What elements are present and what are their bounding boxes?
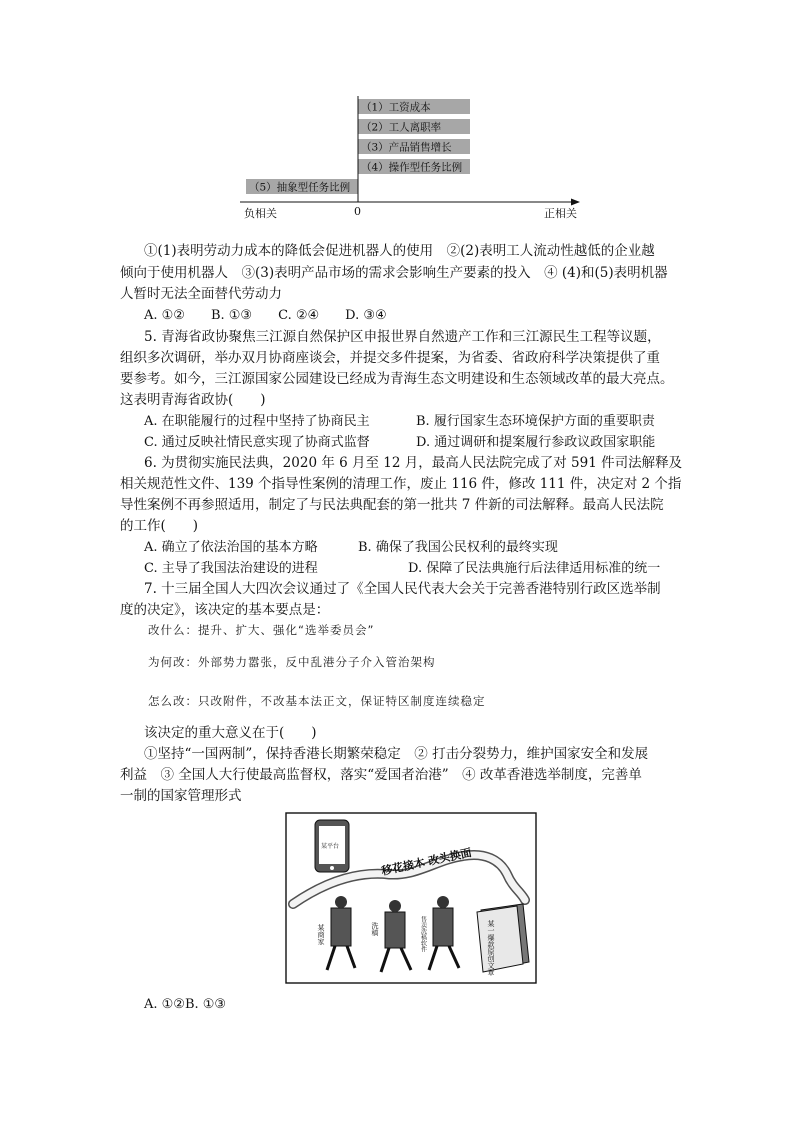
q7-statement-line: 一制的国家管理形式 bbox=[120, 788, 242, 804]
q7-line: 7. 十三届全国人大四次会议通过了《全国人民代表大会关于完善香港特别行政区选举制 bbox=[144, 581, 661, 597]
book-label: 某一爆款原创文章 bbox=[487, 920, 495, 976]
last-options: A. ①②B. ①③ bbox=[144, 997, 227, 1012]
chart-positive-label: 正相关 bbox=[544, 207, 577, 220]
chart-zero-label: 0 bbox=[354, 205, 361, 218]
q6-option-c: C. 主导了我国法治建设的进程 bbox=[144, 561, 318, 576]
person-seller-label: 售卖洗稿软件 bbox=[419, 916, 427, 952]
q5-line: 组织多次调研，举办双月协商座谈会，并提交多件提案，为省委、省政府科学决策提供了重 bbox=[120, 350, 660, 366]
q5-line: 5. 青海省政协聚焦三江源自然保护区申报世界自然遗产工作和三江源民生工程等议题， bbox=[144, 329, 661, 345]
chart-bar-label: （2）工人离职率 bbox=[361, 121, 442, 134]
q7-question: 该决定的重大意义在于( ) bbox=[144, 725, 317, 741]
cartoon-title: 移花接木 改头换面 bbox=[380, 846, 473, 878]
q6-option-a: A. 确立了依法治国的基本方略 bbox=[144, 540, 318, 555]
q5-option-d: D. 通过调研和提案履行参政议政国家职能 bbox=[416, 435, 656, 450]
q6-line: 导性案例不再参照适用，制定了与民法典配套的第一批共 7 件新的司法解释。最高人民法院 bbox=[120, 497, 664, 513]
q4-options: A. ①② B. ①③ C. ②④ D. ③④ bbox=[144, 308, 387, 323]
q5-option-b: B. 履行国家生态环境保护方面的重要职责 bbox=[416, 414, 655, 429]
person-merchant-label: 某商家 bbox=[317, 924, 325, 945]
q7-line: 度的决定》，该决定的基本要点是： bbox=[120, 602, 330, 618]
q6-line: 6. 为贯彻实施民法典，2020 年 6 月至 12 月，最高人民法院完成了对 591 件司法解释及 bbox=[144, 455, 683, 471]
q5-line: 要参考。如今，三江源国家公园建设已经成为青海生态文明建设和生态领域改革的最大亮点。 bbox=[120, 371, 674, 387]
q7-statement-line: ①坚持“一国两制”，保持香港长期繁荣稳定 ② 打击分裂势力，维护国家安全和发展 bbox=[144, 746, 649, 762]
chart-bar-label: （1）工资成本 bbox=[361, 101, 431, 114]
chart-bar-label: （3）产品销售增长 bbox=[361, 141, 452, 154]
correlation-chart bbox=[230, 92, 590, 230]
q6-line: 相关规范性文件、139 个指导性案例的清理工作，废止 116 件，修改 111 件，决定对 2 个指 bbox=[120, 476, 682, 492]
cartoon-illustration bbox=[285, 812, 537, 984]
q5-option-a: A. 在职能履行的过程中坚持了协商民主 bbox=[144, 414, 370, 429]
chart-bar-label: （4）操作型任务比例 bbox=[361, 161, 463, 174]
q5-option-c: C. 通过反映社情民意实现了协商式监督 bbox=[144, 435, 370, 450]
chart-negative-label: 负相关 bbox=[244, 207, 277, 220]
q4-statement-line: 人暂时无法全面替代劳动力 bbox=[120, 286, 282, 302]
q4-statement-line: ①(1)表明劳动力成本的降低会促进机器人的使用 ②(2)表明工人流动性越低的企业越 bbox=[144, 243, 655, 259]
q5-line: 这表明青海省政协( ) bbox=[120, 392, 266, 408]
q7-point-why: 为何改：外部势力嚣张，反中乱港分子介入管治架构 bbox=[148, 655, 436, 669]
phone-icon bbox=[315, 820, 349, 872]
person-rewriter-label: 洗稿 bbox=[371, 922, 379, 936]
q6-option-b: B. 确保了我国公民权利的最终实现 bbox=[358, 540, 558, 555]
q6-line: 的工作( ) bbox=[120, 518, 199, 534]
q7-point-how: 怎么改：只改附件，不改基本法正文，保证特区制度连续稳定 bbox=[148, 694, 486, 708]
q7-statement-line: 利益 ③ 全国人大行使最高监督权，落实“爱国者治港” ④ 改革香港选举制度，完善单 bbox=[120, 767, 642, 783]
q6-option-d: D. 保障了民法典施行后法律适用标准的统一 bbox=[408, 561, 661, 576]
chart-bar-label: （5）抽象型任务比例 bbox=[249, 181, 351, 194]
axis-arrow-icon bbox=[571, 199, 580, 206]
q7-point-what: 改什么：提升、扩大、强化“选举委员会” bbox=[148, 623, 375, 637]
phone-text: 某平台 bbox=[321, 843, 340, 850]
q4-statement-line: 倾向于使用机器人 ③(3)表明产品市场的需求会影响生产要素的投入 ④ (4)和(5)表明机器 bbox=[120, 265, 668, 281]
